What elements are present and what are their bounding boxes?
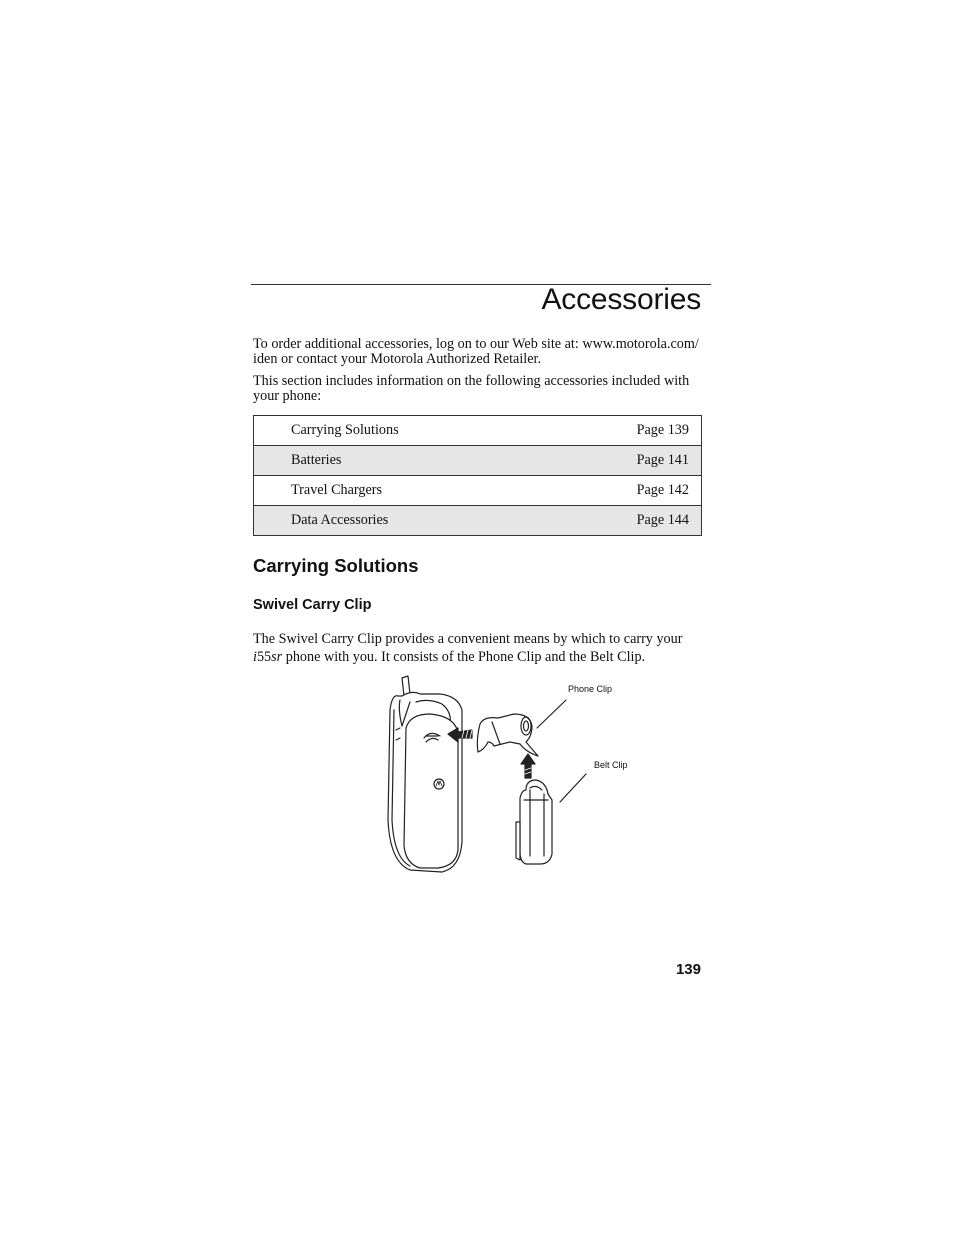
table-row — [254, 476, 702, 506]
belt-clip-drawing — [516, 780, 552, 864]
accessory-name: Data Accessories — [254, 506, 564, 536]
table-row — [254, 506, 702, 536]
page-title: Accessories — [541, 283, 701, 316]
intro-line-1: To order additional accessories, log on to our Web site at: www.motorola.com/ — [253, 336, 699, 352]
belt-clip-label: Belt Clip — [594, 760, 628, 770]
phone-drawing — [388, 676, 462, 872]
accessory-name: Batteries — [254, 446, 564, 476]
swivel-carry-clip-illustration — [380, 670, 640, 876]
list-intro-paragraph — [253, 374, 703, 404]
body-line-2-rest: phone with you. It consists of the Phone Clip and the Belt Clip. — [282, 649, 646, 665]
table-row — [254, 446, 702, 476]
belt-clip-leader-line — [560, 774, 586, 802]
model-prefix: i — [253, 649, 257, 665]
section-heading: Carrying Solutions — [253, 555, 419, 576]
list-intro-line-1: This section includes information on the following accessories included with — [253, 373, 690, 389]
up-arrow-icon — [521, 754, 535, 778]
subsection-heading: Swivel Carry Clip — [253, 597, 372, 613]
table-row — [254, 416, 702, 446]
accessories-table — [253, 415, 702, 536]
accessory-name: Carrying Solutions — [291, 422, 399, 438]
accessory-page: Page 144 — [563, 506, 702, 536]
list-intro-line-2: your phone: — [253, 388, 322, 404]
model-suffix: sr — [271, 649, 283, 665]
body-line-1: The Swivel Carry Clip provides a convenient means by which to carry your — [253, 631, 683, 647]
intro-paragraph — [253, 337, 703, 367]
accessory-page: Page 141 — [563, 446, 702, 476]
accessory-page: Page 139 — [636, 422, 689, 438]
swivel-clip-paragraph — [253, 630, 703, 666]
intro-line-2: iden or contact your Motorola Authorized Retailer. — [253, 351, 542, 367]
phone-clip-leader-line — [537, 700, 566, 728]
page-number: 139 — [675, 961, 701, 978]
model-number: 55 — [256, 649, 272, 665]
body-line-2 — [253, 648, 703, 666]
accessory-page: Page 142 — [563, 476, 702, 506]
accessory-name: Travel Chargers — [254, 476, 564, 506]
phone-clip-drawing — [477, 714, 538, 756]
phone-clip-label: Phone Clip — [568, 684, 613, 694]
